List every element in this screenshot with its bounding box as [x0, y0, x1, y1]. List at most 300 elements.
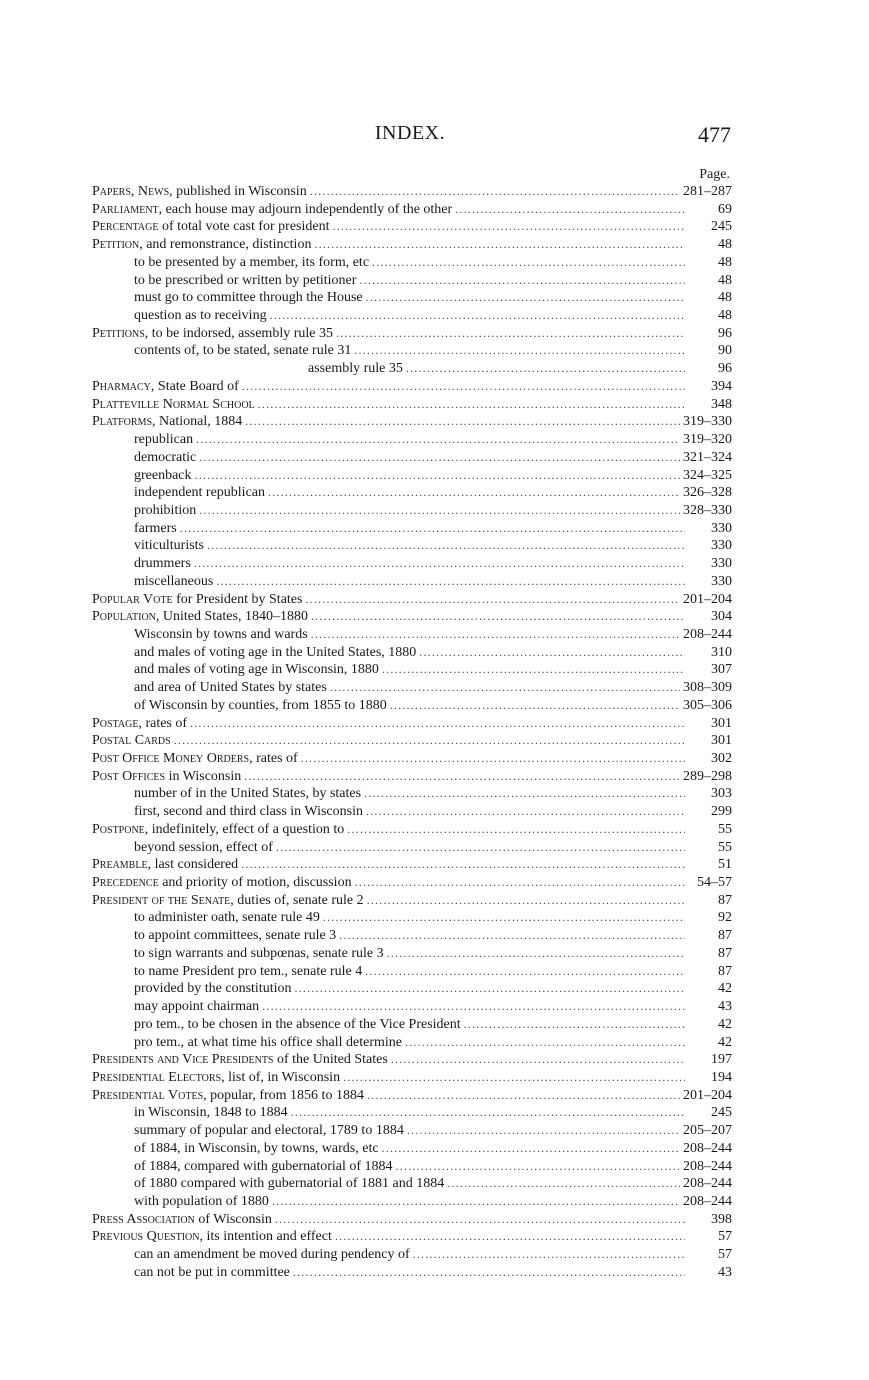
entry-page: 43 — [718, 1264, 732, 1280]
dot-leader — [195, 467, 680, 485]
dot-leader — [372, 254, 685, 272]
entry-subtext: miscellaneous — [134, 573, 214, 589]
entry-subtext: may appoint chairman — [134, 999, 260, 1015]
entry-page: 330 — [711, 556, 732, 572]
index-entry — [92, 449, 732, 467]
index-entry — [92, 591, 732, 609]
entry-subtext: of the United States — [273, 1052, 388, 1068]
entry-subtext: must go to committee through the House — [134, 290, 363, 306]
entry-page: 42 — [718, 1034, 732, 1050]
entry-text — [134, 537, 204, 555]
entry-page: 208–244 — [683, 1176, 732, 1192]
entry-heading: Post Office Money Orders, — [92, 751, 253, 766]
dot-leader — [347, 821, 685, 839]
dot-leader — [258, 396, 685, 414]
entry-text — [134, 661, 379, 679]
entry-text — [134, 644, 416, 662]
entry-heading: Petition, — [92, 237, 143, 253]
entry-page: 57 — [718, 1247, 732, 1263]
dot-leader — [301, 750, 685, 768]
dot-leader — [336, 325, 685, 343]
dot-leader — [343, 1069, 685, 1087]
entry-text — [92, 1069, 340, 1087]
dot-leader — [366, 289, 685, 307]
dot-leader — [216, 573, 685, 591]
entry-page: 201–204 — [683, 1087, 732, 1103]
entry-heading: President of the Senate, — [92, 892, 234, 908]
entry-page: 87 — [718, 892, 732, 908]
entry-page: 305–306 — [683, 697, 732, 713]
entry-text — [92, 1228, 332, 1246]
entry-text — [134, 1175, 444, 1193]
entry-heading: Precedence — [92, 875, 159, 891]
index-entry — [92, 661, 732, 679]
dot-leader — [293, 1264, 685, 1282]
entry-text — [134, 909, 320, 927]
index-entry — [92, 254, 732, 272]
dot-leader — [194, 555, 685, 573]
dot-leader — [245, 413, 680, 431]
entry-text — [134, 963, 362, 981]
dot-leader — [419, 644, 685, 662]
entry-page: 42 — [718, 981, 732, 997]
entry-text — [134, 1122, 404, 1140]
entry-text — [134, 945, 384, 963]
entry-text — [92, 821, 344, 839]
entry-page: 348 — [711, 396, 732, 412]
entry-subtext: State Board of — [154, 378, 239, 394]
entry-page: 299 — [711, 804, 732, 820]
dot-leader — [406, 360, 685, 378]
entry-page: 90 — [718, 343, 732, 359]
index-entry — [92, 785, 732, 803]
entry-page: 394 — [711, 378, 732, 394]
entry-text — [134, 1016, 461, 1034]
index-entry — [92, 342, 732, 360]
dot-leader — [405, 1034, 685, 1052]
entry-subtext: of 1884, compared with gubernatorial of 1884 — [134, 1158, 393, 1174]
entry-text — [92, 1211, 272, 1229]
entry-heading: Preamble, — [92, 857, 152, 873]
entry-page: 310 — [711, 644, 732, 660]
entry-text — [92, 1051, 388, 1069]
dot-leader — [262, 998, 685, 1016]
entry-subtext: rates of — [141, 715, 188, 731]
index-entry — [92, 1122, 732, 1140]
entry-heading: Presidents and Vice Presidents — [92, 1052, 274, 1068]
index-entry — [92, 1158, 732, 1176]
entry-text — [134, 1158, 393, 1176]
entry-heading: Post Offices — [92, 768, 166, 784]
entry-page: 307 — [711, 662, 732, 678]
entry-page: 324–325 — [683, 467, 732, 483]
entry-text — [134, 342, 351, 360]
entry-subtext: to sign warrants and subpœnas, senate rule 3 — [134, 945, 384, 961]
entry-subtext: prohibition — [134, 502, 197, 518]
index-entry — [92, 1175, 732, 1193]
entry-subtext: with population of 1880 — [134, 1193, 269, 1209]
entry-heading: Presidential Electors, — [92, 1069, 225, 1085]
entry-page: 301 — [711, 715, 732, 731]
entry-text — [134, 555, 191, 573]
entry-subtext: beyond session, effect of — [134, 839, 273, 855]
dot-leader — [241, 856, 685, 874]
entry-text — [92, 591, 302, 609]
entry-text — [134, 980, 291, 998]
entry-page: 330 — [711, 538, 732, 554]
dot-leader — [455, 201, 685, 219]
entry-text — [134, 1104, 288, 1122]
entry-text — [92, 183, 307, 201]
index-entry — [92, 484, 732, 502]
index-entries — [92, 183, 732, 1282]
entry-page: 319–330 — [683, 414, 732, 430]
dot-leader — [464, 1016, 685, 1034]
entry-text — [134, 626, 308, 644]
entry-heading: Postpone, — [92, 821, 149, 837]
entry-text — [92, 325, 333, 343]
entry-text — [92, 396, 255, 414]
entry-page: 303 — [711, 786, 732, 802]
dot-leader — [242, 378, 685, 396]
entry-text — [134, 289, 363, 307]
entry-page: 328–330 — [683, 502, 732, 518]
entry-page: 87 — [718, 945, 732, 961]
index-entry — [92, 1051, 732, 1069]
entry-subtext: viticulturists — [134, 538, 204, 554]
entry-heading: Postal Cards — [92, 733, 171, 749]
entry-subtext: and area of United States by states — [134, 680, 327, 696]
entry-page: 289–298 — [683, 768, 732, 784]
index-entry — [92, 909, 732, 927]
index-entry — [92, 1104, 732, 1122]
entry-subtext: and remonstrance, distinction — [142, 237, 312, 253]
index-entry — [92, 218, 732, 236]
entry-subtext: and priority of motion, discussion — [158, 875, 352, 891]
entry-text — [92, 236, 311, 254]
dot-leader — [407, 1122, 680, 1140]
entry-text — [92, 874, 352, 892]
entry-subtext: published in Wisconsin — [172, 184, 307, 199]
index-entry — [92, 715, 732, 733]
dot-leader — [272, 1193, 680, 1211]
entry-subtext: indefinitely, effect of a question to — [148, 821, 345, 837]
entry-text — [92, 732, 171, 750]
index-entry — [92, 520, 732, 538]
index-entry — [92, 1034, 732, 1052]
entry-text — [134, 927, 336, 945]
entry-heading: Parliament, — [92, 201, 163, 217]
index-entry — [92, 325, 732, 343]
entry-page: 319–320 — [683, 432, 732, 448]
dot-leader — [447, 1175, 680, 1193]
entry-subtext: pro tem., at what time his office shall determine — [134, 1034, 402, 1050]
entry-page: 205–207 — [683, 1123, 732, 1139]
index-entry — [92, 892, 732, 910]
entry-page: 245 — [711, 219, 732, 235]
entry-page: 330 — [711, 573, 732, 589]
dot-leader — [382, 661, 685, 679]
index-entry — [92, 821, 732, 839]
entry-subtext: to appoint committees, senate rule 3 — [134, 928, 337, 944]
entry-text — [134, 1193, 269, 1211]
entry-subtext: list of, in Wisconsin — [224, 1069, 341, 1085]
entry-text — [134, 484, 265, 502]
entry-text — [134, 803, 363, 821]
index-entry — [92, 1228, 732, 1246]
dot-leader — [294, 980, 685, 998]
index-entry — [92, 626, 732, 644]
index-entry — [92, 1193, 732, 1211]
dot-leader — [330, 679, 680, 697]
dot-leader — [413, 1246, 685, 1264]
entry-subtext: can an amendment be moved during pendency of — [134, 1247, 410, 1263]
entry-text — [92, 218, 330, 236]
index-entry — [92, 980, 732, 998]
entry-heading: Press Association — [92, 1211, 195, 1227]
entry-page: 54–57 — [697, 875, 732, 891]
entry-subtext: of 1880 compared with gubernatorial of 1881 and 1884 — [134, 1176, 445, 1192]
index-entry — [92, 697, 732, 715]
entry-subtext: in Wisconsin — [165, 768, 242, 784]
entry-subtext: first, second and third class in Wisconsin — [134, 804, 363, 820]
index-entry — [92, 396, 732, 414]
entry-page: 55 — [718, 839, 732, 855]
index-entry — [92, 1087, 732, 1105]
entry-page: 48 — [718, 254, 732, 270]
page-title: INDEX. — [374, 122, 446, 144]
dot-leader — [207, 537, 685, 555]
entry-text — [92, 201, 452, 219]
dot-leader — [333, 218, 686, 236]
entry-text — [134, 307, 267, 325]
dot-leader — [276, 839, 685, 857]
entry-page: 208–244 — [683, 626, 732, 642]
entry-heading: Previous Question, — [92, 1229, 204, 1245]
entry-heading: Platforms, — [92, 414, 156, 430]
entry-text — [92, 378, 239, 396]
dot-leader — [174, 732, 685, 750]
index-entry — [92, 289, 732, 307]
dot-leader — [323, 909, 685, 927]
entry-page: 42 — [718, 1016, 732, 1032]
entry-subtext: its intention and effect — [203, 1229, 332, 1245]
entry-text — [134, 520, 177, 538]
index-entry — [92, 963, 732, 981]
entry-subtext: duties of, senate rule 2 — [233, 892, 364, 908]
entry-heading: Percentage — [92, 219, 159, 235]
entry-subtext: United States, 1840–1880 — [159, 609, 308, 625]
entry-text — [92, 750, 298, 768]
dot-leader — [364, 785, 685, 803]
entry-subtext: to be prescribed or written by petitioner — [134, 272, 357, 288]
entry-page: 208–244 — [683, 1193, 732, 1209]
entry-heading: Petitions, — [92, 325, 149, 341]
entry-subtext: National, 1884 — [155, 414, 243, 430]
entry-text — [134, 697, 387, 715]
entry-page: 302 — [711, 751, 732, 766]
dot-leader — [339, 927, 685, 945]
page-column-heading: Page. — [699, 167, 730, 182]
dot-leader — [270, 307, 685, 325]
entry-page: 57 — [718, 1229, 732, 1245]
index-entry — [92, 236, 732, 254]
entry-page: 281–287 — [683, 184, 732, 199]
entry-page: 87 — [718, 928, 732, 944]
index-entry — [92, 537, 732, 555]
index-entry — [92, 1140, 732, 1158]
index-entry — [92, 201, 732, 219]
entry-subtext: popular, from 1856 to 1884 — [206, 1087, 364, 1103]
index-entry — [92, 856, 732, 874]
dot-leader — [291, 1104, 685, 1122]
entry-subtext: greenback — [134, 467, 192, 483]
index-entry — [92, 272, 732, 290]
entry-page: 55 — [718, 821, 732, 837]
dot-leader — [311, 626, 680, 644]
index-entry — [92, 1211, 732, 1229]
entry-text — [134, 1246, 410, 1264]
entry-subtext: provided by the constitution — [134, 981, 292, 997]
index-entry — [92, 431, 732, 449]
entry-text — [134, 679, 327, 697]
entry-page: 308–309 — [683, 680, 732, 696]
entry-text — [134, 467, 192, 485]
page-number: 477 — [698, 122, 731, 147]
dot-leader — [190, 715, 685, 733]
entry-heading: Presidential Votes, — [92, 1087, 207, 1103]
entry-subtext: of Wisconsin by counties, from 1855 to 1880 — [134, 697, 387, 713]
entry-page: 326–328 — [683, 485, 732, 501]
entry-text — [134, 449, 196, 467]
index-entry — [92, 644, 732, 662]
entry-page: 197 — [711, 1052, 732, 1068]
dot-leader — [354, 342, 685, 360]
index-entry — [92, 1069, 732, 1087]
index-entry — [92, 839, 732, 857]
index-entry — [92, 360, 732, 378]
entry-text — [134, 1034, 402, 1052]
entry-heading: Population, — [92, 609, 160, 625]
entry-text — [134, 431, 193, 449]
dot-leader — [355, 874, 685, 892]
entry-text — [308, 360, 403, 378]
entry-page: 48 — [718, 308, 732, 324]
dot-leader — [199, 502, 680, 520]
entry-subtext: democratic — [134, 449, 197, 465]
entry-text — [134, 272, 356, 290]
dot-leader — [335, 1228, 685, 1246]
entry-text — [92, 856, 238, 874]
index-entry — [92, 467, 732, 485]
entry-page: 208–244 — [683, 1158, 732, 1174]
entry-heading: Popular Vote — [92, 591, 173, 607]
entry-heading: Pharmacy, — [92, 378, 155, 394]
entry-page: 301 — [711, 733, 732, 749]
entry-subtext: in Wisconsin, 1848 to 1884 — [134, 1105, 288, 1121]
entry-subtext: independent republican — [134, 485, 266, 501]
entry-subtext: rates of — [252, 751, 298, 766]
entry-text — [134, 839, 273, 857]
entry-page: 51 — [718, 857, 732, 873]
dot-leader — [199, 449, 680, 467]
entry-heading: Papers, News, — [92, 184, 173, 199]
entry-text — [92, 608, 308, 626]
entry-text — [92, 413, 242, 431]
index-entry — [92, 608, 732, 626]
entry-subtext: to administer oath, senate rule 49 — [134, 910, 320, 926]
index-entry — [92, 927, 732, 945]
dot-leader — [391, 1051, 685, 1069]
entry-page: 87 — [718, 963, 732, 979]
index-entry — [92, 1246, 732, 1264]
entry-subtext: to be indorsed, assembly rule 35 — [148, 325, 333, 341]
index-entry — [92, 1264, 732, 1282]
entry-text — [134, 1140, 379, 1158]
dot-leader — [310, 183, 680, 201]
index-entry — [92, 874, 732, 892]
entry-subtext: and males of voting age in the United States, 1880 — [134, 644, 417, 660]
entry-page: 48 — [718, 237, 732, 253]
dot-leader — [367, 892, 685, 910]
dot-leader — [305, 591, 680, 609]
entry-page: 92 — [718, 910, 732, 926]
entry-subtext: for President by States — [172, 591, 303, 607]
entry-page: 194 — [711, 1069, 732, 1085]
index-entry — [92, 803, 732, 821]
dot-leader — [268, 484, 680, 502]
entry-subtext: farmers — [134, 520, 177, 536]
dot-leader — [387, 945, 685, 963]
entry-subtext: summary of popular and electoral, 1789 to 1884 — [134, 1123, 404, 1139]
entry-page: 48 — [718, 290, 732, 306]
entry-page: 43 — [718, 999, 732, 1015]
index-entry — [92, 307, 732, 325]
index-entry — [92, 732, 732, 750]
dot-leader — [367, 1087, 680, 1105]
entry-text — [92, 892, 364, 910]
entry-subtext: to name President pro tem., senate rule 4 — [134, 963, 363, 979]
dot-leader — [311, 608, 685, 626]
entry-heading: Postage, — [92, 715, 142, 731]
entry-subtext: to be presented by a member, its form, etc — [134, 254, 370, 270]
entry-text — [134, 785, 361, 803]
entry-page: 208–244 — [683, 1140, 732, 1156]
dot-leader — [366, 803, 685, 821]
entry-subtext: of Wisconsin — [194, 1211, 272, 1227]
entry-subtext: drummers — [134, 556, 191, 572]
entry-page: 245 — [711, 1105, 732, 1121]
dot-leader — [365, 963, 685, 981]
dot-leader — [390, 697, 680, 715]
index-entry — [92, 998, 732, 1016]
entry-subtext: Wisconsin by towns and wards — [134, 626, 308, 642]
entry-heading: Platteville Normal School — [92, 396, 255, 412]
entry-text — [134, 1264, 290, 1282]
entry-subtext: of total vote cast for president — [158, 219, 330, 235]
entry-text — [134, 254, 369, 272]
entry-subtext: contents of, to be stated, senate rule 31 — [134, 343, 352, 359]
index-entry — [92, 573, 732, 591]
entry-page: 69 — [718, 201, 732, 217]
entry-subtext: and males of voting age in Wisconsin, 1880 — [134, 662, 379, 678]
entry-text — [134, 998, 259, 1016]
entry-text — [134, 573, 213, 591]
dot-leader — [275, 1211, 685, 1229]
entry-page: 398 — [711, 1211, 732, 1227]
entry-page: 48 — [718, 272, 732, 288]
entry-page: 304 — [711, 609, 732, 625]
